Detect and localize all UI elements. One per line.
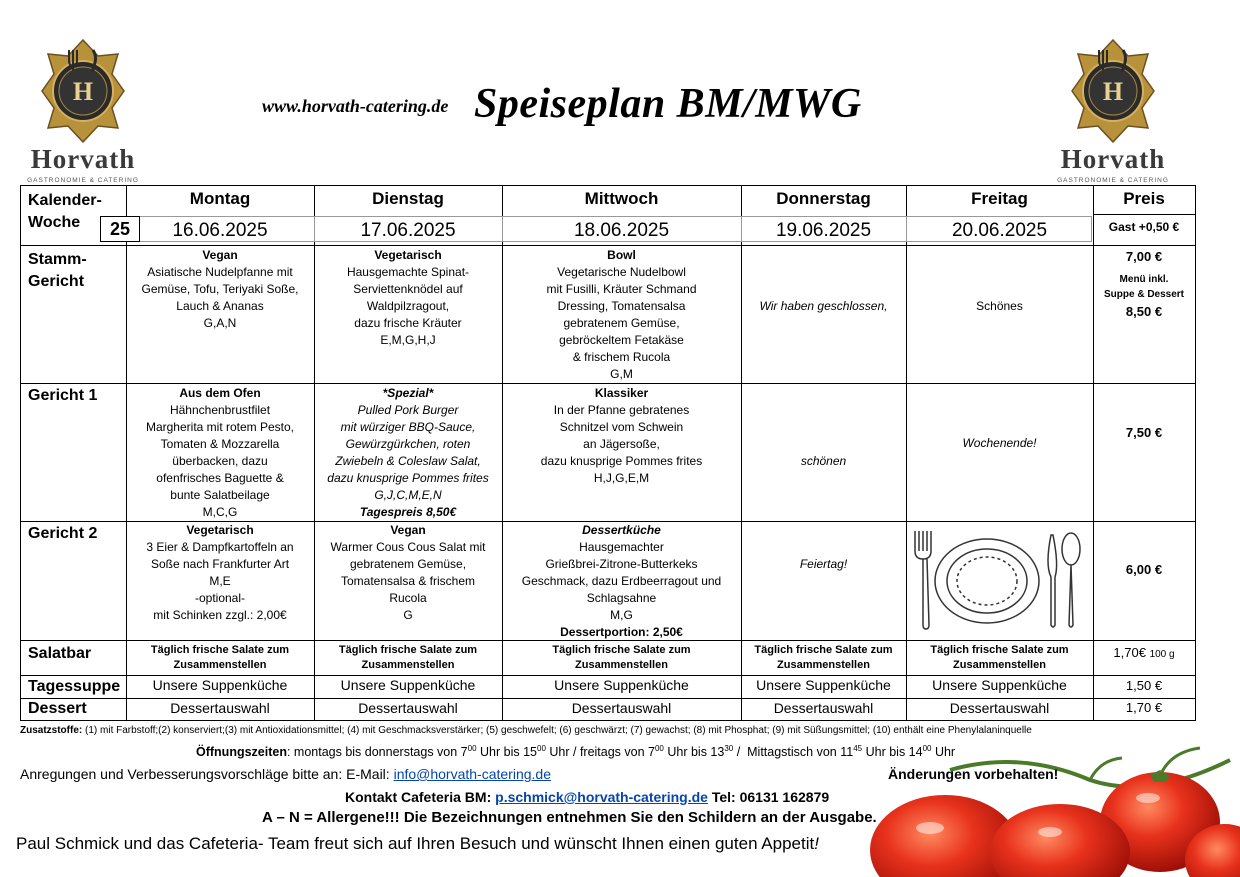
- salat-mon: Täglich frische Salate zum Zusammenstellen: [150, 644, 290, 671]
- page-title: Speiseplan BM/MWG: [474, 81, 862, 127]
- suggestions-note: Anregungen und Verbesserungsvorschläge bitte an: E-Mail: info@horvath-catering.de: [20, 766, 551, 782]
- suppe-mon: Unsere Suppenküche: [152, 677, 288, 693]
- logo-brand: Horvath: [30, 144, 136, 174]
- allergen-note: A – N = Allergene!!! Die Bezeichnungen entnehmen Sie den Schildern an der Ausgabe.: [262, 809, 877, 826]
- row-label-stamm: Stamm- Gericht: [28, 251, 87, 290]
- logo-right: [1048, 36, 1178, 186]
- row-label-suppe: Tagessuppe: [28, 678, 121, 695]
- price-g2: 6,00 €: [1125, 562, 1163, 577]
- date-mon: 16.06.2025: [172, 220, 268, 241]
- row-label-g2: Gericht 2: [28, 525, 98, 542]
- dish-g1-fri: Wochenende!: [962, 436, 1037, 450]
- logo-left: [18, 36, 148, 186]
- dessert-fri: Dessertauswahl: [949, 700, 1050, 716]
- price-header: Preis: [1123, 189, 1165, 208]
- suppe-fri: Unsere Suppenküche: [932, 677, 1067, 693]
- additives-note: Zusatzstoffe: (1) mit Farbstoff;(2) konserviert;(3) mit Antioxidationsmittel; (4) mit Geschmacksverstärker; (5) geschwefelt; (6) geschwärzt; (7) gewachst; (8) mit Phosphat; (9) mit Süßungsmittel; (10) enthält eine Phenylalaninquelle: [20, 725, 1032, 736]
- dish-g2-tue: Vegan Warmer Cous Cous Salat mit gebratenem Gemüse, Tomatensalsa & frischem Rucola G: [330, 523, 486, 622]
- row-label-salat: Salatbar: [28, 645, 92, 662]
- tomatoes-image: [860, 740, 1240, 877]
- price-stamm: 7,00 € Menü inkl. Suppe & Dessert 8,50 €: [1103, 249, 1185, 319]
- dessert-mon: Dessertauswahl: [170, 700, 270, 716]
- opening-hours: Öffnungszeiten: montags bis donnerstags von $7^{00}$ Uhr bis $15^{00}$ Uhr / freitags von $7^{00}$ Uhr bis $13^{30}$ / Mittagstisch von $11^{45}$ Uhr bis $14^{00}$ Uhr: [196, 744, 956, 760]
- thanks-note: Paul Schmick und das Cafeteria- Team freut sich auf Ihren Besuch und wünscht Ihnen einen guten Appetit!: [16, 834, 819, 853]
- week-number: 25: [100, 216, 140, 242]
- row-label-dessert: Dessert: [28, 700, 87, 717]
- dish-stamm-wed: Bowl Vegetarische Nudelbowl mit Fusilli, Kräuter Schmand Dressing, Tomatensalsa gebratenem Gemüse, gebröckeltem Fetakäse & frischem Rucola G,M: [546, 248, 697, 381]
- cutlery-plate-icon: [913, 525, 1085, 633]
- suppe-thu: Unsere Suppenküche: [756, 677, 891, 693]
- dish-stamm-thu: Wir haben geschlossen,: [759, 299, 888, 313]
- dish-g2-mon: Vegetarisch 3 Eier & Dampfkartoffeln an Soße nach Frankfurter Art M,E -optional- mit Schinken zzgl.: 2,00€: [146, 523, 294, 622]
- day-header-fri: Freitag: [971, 189, 1028, 208]
- price-dessert: 1,70 €: [1125, 700, 1163, 715]
- dessert-tue: Dessertauswahl: [358, 700, 458, 716]
- dish-stamm-fri: Schönes: [976, 299, 1023, 313]
- dish-stamm-mon: Vegan Asiatische Nudelpfanne mit Gemüse, Tofu, Teriyaki Soße, Lauch & Ananas G,A,N: [141, 248, 299, 330]
- guest-surcharge: Gast +0,50 €: [1108, 220, 1180, 234]
- week-label: Kalender- Woche: [28, 192, 102, 231]
- price-suppe: 1,50 €: [1125, 678, 1163, 693]
- logo-emblem-icon: [40, 36, 126, 146]
- row-label-g1: Gericht 1: [28, 387, 98, 404]
- dessert-wed: Dessertauswahl: [571, 700, 672, 716]
- day-header-mon: Montag: [189, 189, 251, 208]
- svg-text:H: H: [1102, 77, 1124, 106]
- logo-sub: GASTRONOMIE & CATERING: [1057, 177, 1169, 184]
- header-url[interactable]: www.horvath-catering.de: [262, 96, 449, 116]
- dish-g1-thu: schönen: [800, 454, 847, 468]
- dessert-thu: Dessertauswahl: [773, 700, 874, 716]
- date-wed: 18.06.2025: [573, 220, 670, 241]
- suppe-wed: Unsere Suppenküche: [554, 677, 689, 693]
- dish-g2-thu: Feiertag!: [799, 557, 848, 571]
- suppe-tue: Unsere Suppenküche: [340, 677, 476, 693]
- day-header-thu: Donnerstag: [776, 189, 871, 208]
- price-salat: 1,70€ 100 g: [1113, 645, 1175, 660]
- contact-note: Kontakt Cafeteria BM: p.schmick@horvath-catering.de Tel: 06131 162879: [345, 789, 830, 805]
- dish-g2-wed: Dessertküche Hausgemachter Grießbrei-Zitrone-Butterkeks Geschmack, dazu Erdbeerragout und Schlagsahne M,G Dessertportion: 2,50€: [521, 523, 722, 639]
- logo-sub: GASTRONOMIE & CATERING: [27, 177, 139, 184]
- dish-g1-mon: Aus dem Ofen Hähnchenbrustfilet Margherita mit rotem Pesto, Tomaten & Mozzarella überbacken, dazu ofenfrisches Baguette & bunte Salatbeilage M,C,G: [145, 386, 295, 519]
- salat-wed: Täglich frische Salate zum Zusammenstellen: [552, 644, 691, 671]
- contact-email-link[interactable]: p.schmick@horvath-catering.de: [495, 789, 708, 805]
- dish-g1-wed: Klassiker In der Pfanne gebratenes Schnitzel vom Schwein an Jägersoße, dazu knusprige Pommes frites H,J,G,E,M: [540, 386, 703, 485]
- day-header-wed: Mittwoch: [584, 189, 659, 208]
- date-thu: 19.06.2025: [775, 220, 872, 241]
- changes-note: Änderungen vorbehalten!: [888, 766, 1059, 782]
- date-tue: 17.06.2025: [360, 220, 456, 241]
- salat-tue: Täglich frische Salate zum Zusammenstellen: [338, 644, 478, 671]
- price-g1: 7,50 €: [1125, 425, 1163, 440]
- info-email-link[interactable]: info@horvath-catering.de: [393, 766, 551, 782]
- svg-text:H: H: [72, 77, 94, 106]
- date-fri: 20.06.2025: [951, 220, 1048, 241]
- menu-table: [20, 185, 1196, 721]
- dish-stamm-tue: Vegetarisch Hausgemachte Spinat- Serviettenknödel auf Waldpilzragout, dazu frische Kräuter E,M,G,H,J: [346, 248, 470, 347]
- logo-brand: Horvath: [1060, 144, 1166, 174]
- day-header-tue: Dienstag: [372, 189, 444, 208]
- salat-thu: Täglich frische Salate zum Zusammenstellen: [754, 644, 893, 671]
- salat-fri: Täglich frische Salate zum Zusammenstellen: [930, 644, 1069, 671]
- dish-g1-tue: *Spezial* Pulled Pork Burger mit würziger BBQ-Sauce, Gewürzgürkchen, roten Zwiebeln & Coleslaw Salat, dazu knusprige Pommes frites G,J,C,M,E,N Tagespreis 8,50€: [327, 386, 489, 519]
- logo-emblem-icon: [1070, 36, 1156, 146]
